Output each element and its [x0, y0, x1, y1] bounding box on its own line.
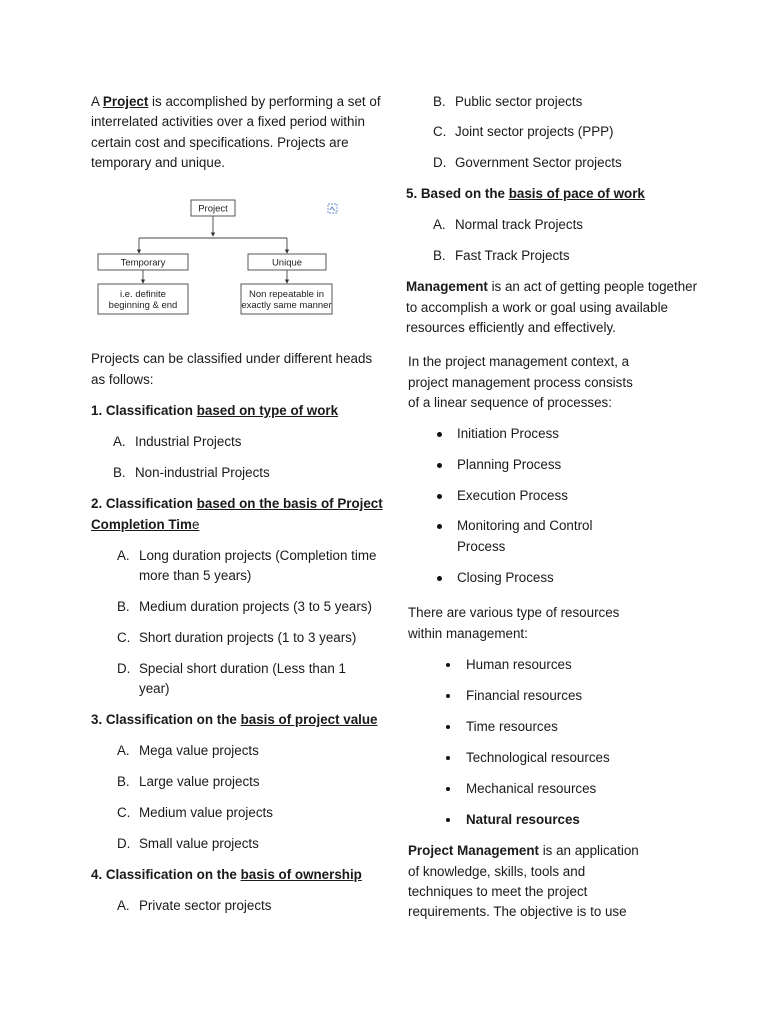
- section-1-underlined: based on type of work: [196, 403, 339, 418]
- section-5-item-a: Normal track Projects: [455, 217, 583, 232]
- section-4-underlined: basis of ownership: [240, 867, 362, 882]
- pm-definition-text: is an application: [538, 843, 639, 858]
- section-2-item-c: Short duration projects (1 to 3 years): [139, 630, 357, 645]
- section-3-heading: [91, 710, 378, 731]
- section-3-mid: e: [229, 712, 241, 727]
- section-4-item-d: Government Sector projects: [455, 155, 622, 170]
- section-2-item-c-letter: C.: [117, 630, 131, 645]
- section-4-item-b-letter: B.: [433, 94, 446, 109]
- process-monitoring-line-1: Monitoring and Control: [457, 518, 593, 533]
- process-monitoring-line-2: Process: [457, 539, 506, 554]
- broken-image-icon: [327, 203, 338, 214]
- pm-context-line-1: In the project management context, a: [408, 354, 630, 369]
- section-2-underlined-2: Completion Tim: [91, 517, 192, 532]
- bullet-icon: [437, 524, 442, 529]
- intro-line-1: [91, 92, 381, 113]
- pm-context-line-3: of a linear sequence of processes:: [408, 395, 612, 410]
- process-execution: Execution Process: [457, 488, 568, 503]
- section-1-item-a-letter: A.: [113, 434, 126, 449]
- section-3-item-b-letter: B.: [117, 774, 130, 789]
- section-5-prefix: 5. Based on the: [406, 186, 509, 201]
- section-3-item-d-letter: D.: [117, 836, 131, 851]
- section-3-prefix: 3. Classification on th: [91, 712, 230, 727]
- pm-definition-line-1: [408, 841, 639, 862]
- section-2-heading-line-2: [91, 515, 199, 536]
- management-line-3: resources efficiently and effectively.: [406, 320, 616, 335]
- section-3-item-a-letter: A.: [117, 743, 130, 758]
- bullet-icon: [437, 463, 442, 468]
- project-diagram: [91, 192, 351, 324]
- section-4-item-d-letter: D.: [433, 155, 447, 170]
- management-text: is an act of getting people together: [487, 279, 698, 294]
- diagram-temporary-label: Temporary: [120, 257, 166, 269]
- diagram-unique-label: Unique: [271, 257, 303, 269]
- intro-line-4: temporary and unique.: [91, 155, 225, 170]
- section-2-item-a-line-2: more than 5 years): [139, 568, 252, 583]
- bullet-icon: [446, 694, 450, 698]
- intro-text: is accomplished by performing a set of: [148, 94, 381, 109]
- bullet-icon: [446, 818, 450, 822]
- section-2-item-d-line-2: year): [139, 681, 170, 696]
- section-4-item-c-letter: C.: [433, 124, 447, 139]
- process-initiation: Initiation Process: [457, 426, 559, 441]
- section-1-item-b: Non-industrial Projects: [135, 465, 270, 480]
- intro-line-3: certain cost and specifications. Projects are: [91, 135, 349, 150]
- section-3-underlined: basis of project value: [240, 712, 378, 727]
- section-1-heading: [91, 401, 338, 422]
- diagram-root-label: Project: [198, 203, 228, 215]
- section-3-item-a: Mega value projects: [139, 743, 259, 758]
- resource-financial: Financial resources: [466, 688, 583, 703]
- section-4-prefix: 4. Classification on the: [91, 867, 241, 882]
- resource-human: Human resources: [466, 657, 572, 672]
- section-2-prefix: 2. Classification: [91, 496, 197, 511]
- section-2-item-b: Medium duration projects (3 to 5 years): [139, 599, 372, 614]
- section-5-item-b: Fast Track Projects: [455, 248, 570, 263]
- section-4-item-a-letter: A.: [117, 898, 130, 913]
- section-2-item-b-letter: B.: [117, 599, 130, 614]
- section-4-heading: [91, 865, 362, 886]
- diagram-unique-detail-2: exactly same manner: [241, 300, 332, 311]
- management-term: Management: [406, 279, 488, 294]
- pm-definition-line-3: techniques to meet the project: [408, 884, 588, 899]
- resources-intro-line-1: There are various type of resources: [408, 605, 620, 620]
- bullet-icon: [446, 725, 450, 729]
- section-3-item-d: Small value projects: [139, 836, 259, 851]
- process-closing: Closing Process: [457, 570, 554, 585]
- bullet-icon: [437, 432, 442, 437]
- resource-time: Time resources: [466, 719, 558, 734]
- section-4-item-b: Public sector projects: [455, 94, 583, 109]
- management-line-2: to accomplish a work or goal using available: [406, 300, 669, 315]
- pm-definition-line-2: of knowledge, skills, tools and: [408, 864, 586, 879]
- process-planning: Planning Process: [457, 457, 562, 472]
- resources-intro-line-2: within management:: [408, 626, 528, 641]
- section-3-item-c: Medium value projects: [139, 805, 273, 820]
- intro-line-2: interrelated activities over a fixed period within: [91, 114, 365, 129]
- section-1-item-b-letter: B.: [113, 465, 126, 480]
- section-2-item-a-line-1: Long duration projects (Completion time: [139, 548, 377, 563]
- section-2-item-d-letter: D.: [117, 661, 131, 676]
- section-2-heading: [91, 494, 383, 515]
- classify-intro-line-1: Projects can be classified under different heads: [91, 351, 373, 366]
- section-3-item-b: Large value projects: [139, 774, 260, 789]
- section-5-heading: [406, 184, 645, 205]
- classify-intro-line-2: as follows:: [91, 372, 154, 387]
- intro-lead: A: [91, 94, 103, 109]
- section-2-item-a-letter: A.: [117, 548, 130, 563]
- section-1-prefix: 1. Classification: [91, 403, 197, 418]
- management-line-1: [406, 277, 697, 298]
- section-2-item-d-line-1: Special short duration (Less than 1: [139, 661, 346, 676]
- section-5-item-b-letter: B.: [433, 248, 446, 263]
- bullet-icon: [446, 787, 450, 791]
- bullet-icon: [446, 663, 450, 667]
- pm-context-line-2: project management process consists: [408, 375, 633, 390]
- section-2-tail: e: [191, 517, 200, 532]
- resource-technological: Technological resources: [466, 750, 610, 765]
- section-1-item-a: Industrial Projects: [135, 434, 242, 449]
- bullet-icon: [437, 576, 442, 581]
- resource-natural: Natural resources: [466, 812, 580, 827]
- project-term: Project: [102, 94, 149, 109]
- diagram-temporary-detail-1: i.e. definite: [120, 289, 166, 300]
- resource-mechanical: Mechanical resources: [466, 781, 597, 796]
- section-3-item-c-letter: C.: [117, 805, 131, 820]
- section-2-underlined-1: based on the basis of Project: [196, 496, 383, 511]
- section-5-underlined: basis of pace of work: [508, 186, 645, 201]
- section-5-item-a-letter: A.: [433, 217, 446, 232]
- bullet-icon: [437, 494, 442, 499]
- bullet-icon: [446, 756, 450, 760]
- section-4-item-c: Joint sector projects (PPP): [455, 124, 614, 139]
- pm-term: Project Management: [408, 843, 539, 858]
- diagram-unique-detail-1: Non repeatable in: [249, 289, 324, 300]
- project-diagram-svg: [91, 192, 351, 324]
- pm-definition-line-4: requirements. The objective is to use: [408, 904, 627, 919]
- diagram-temporary-detail-2: beginning & end: [108, 300, 178, 311]
- section-4-item-a: Private sector projects: [139, 898, 272, 913]
